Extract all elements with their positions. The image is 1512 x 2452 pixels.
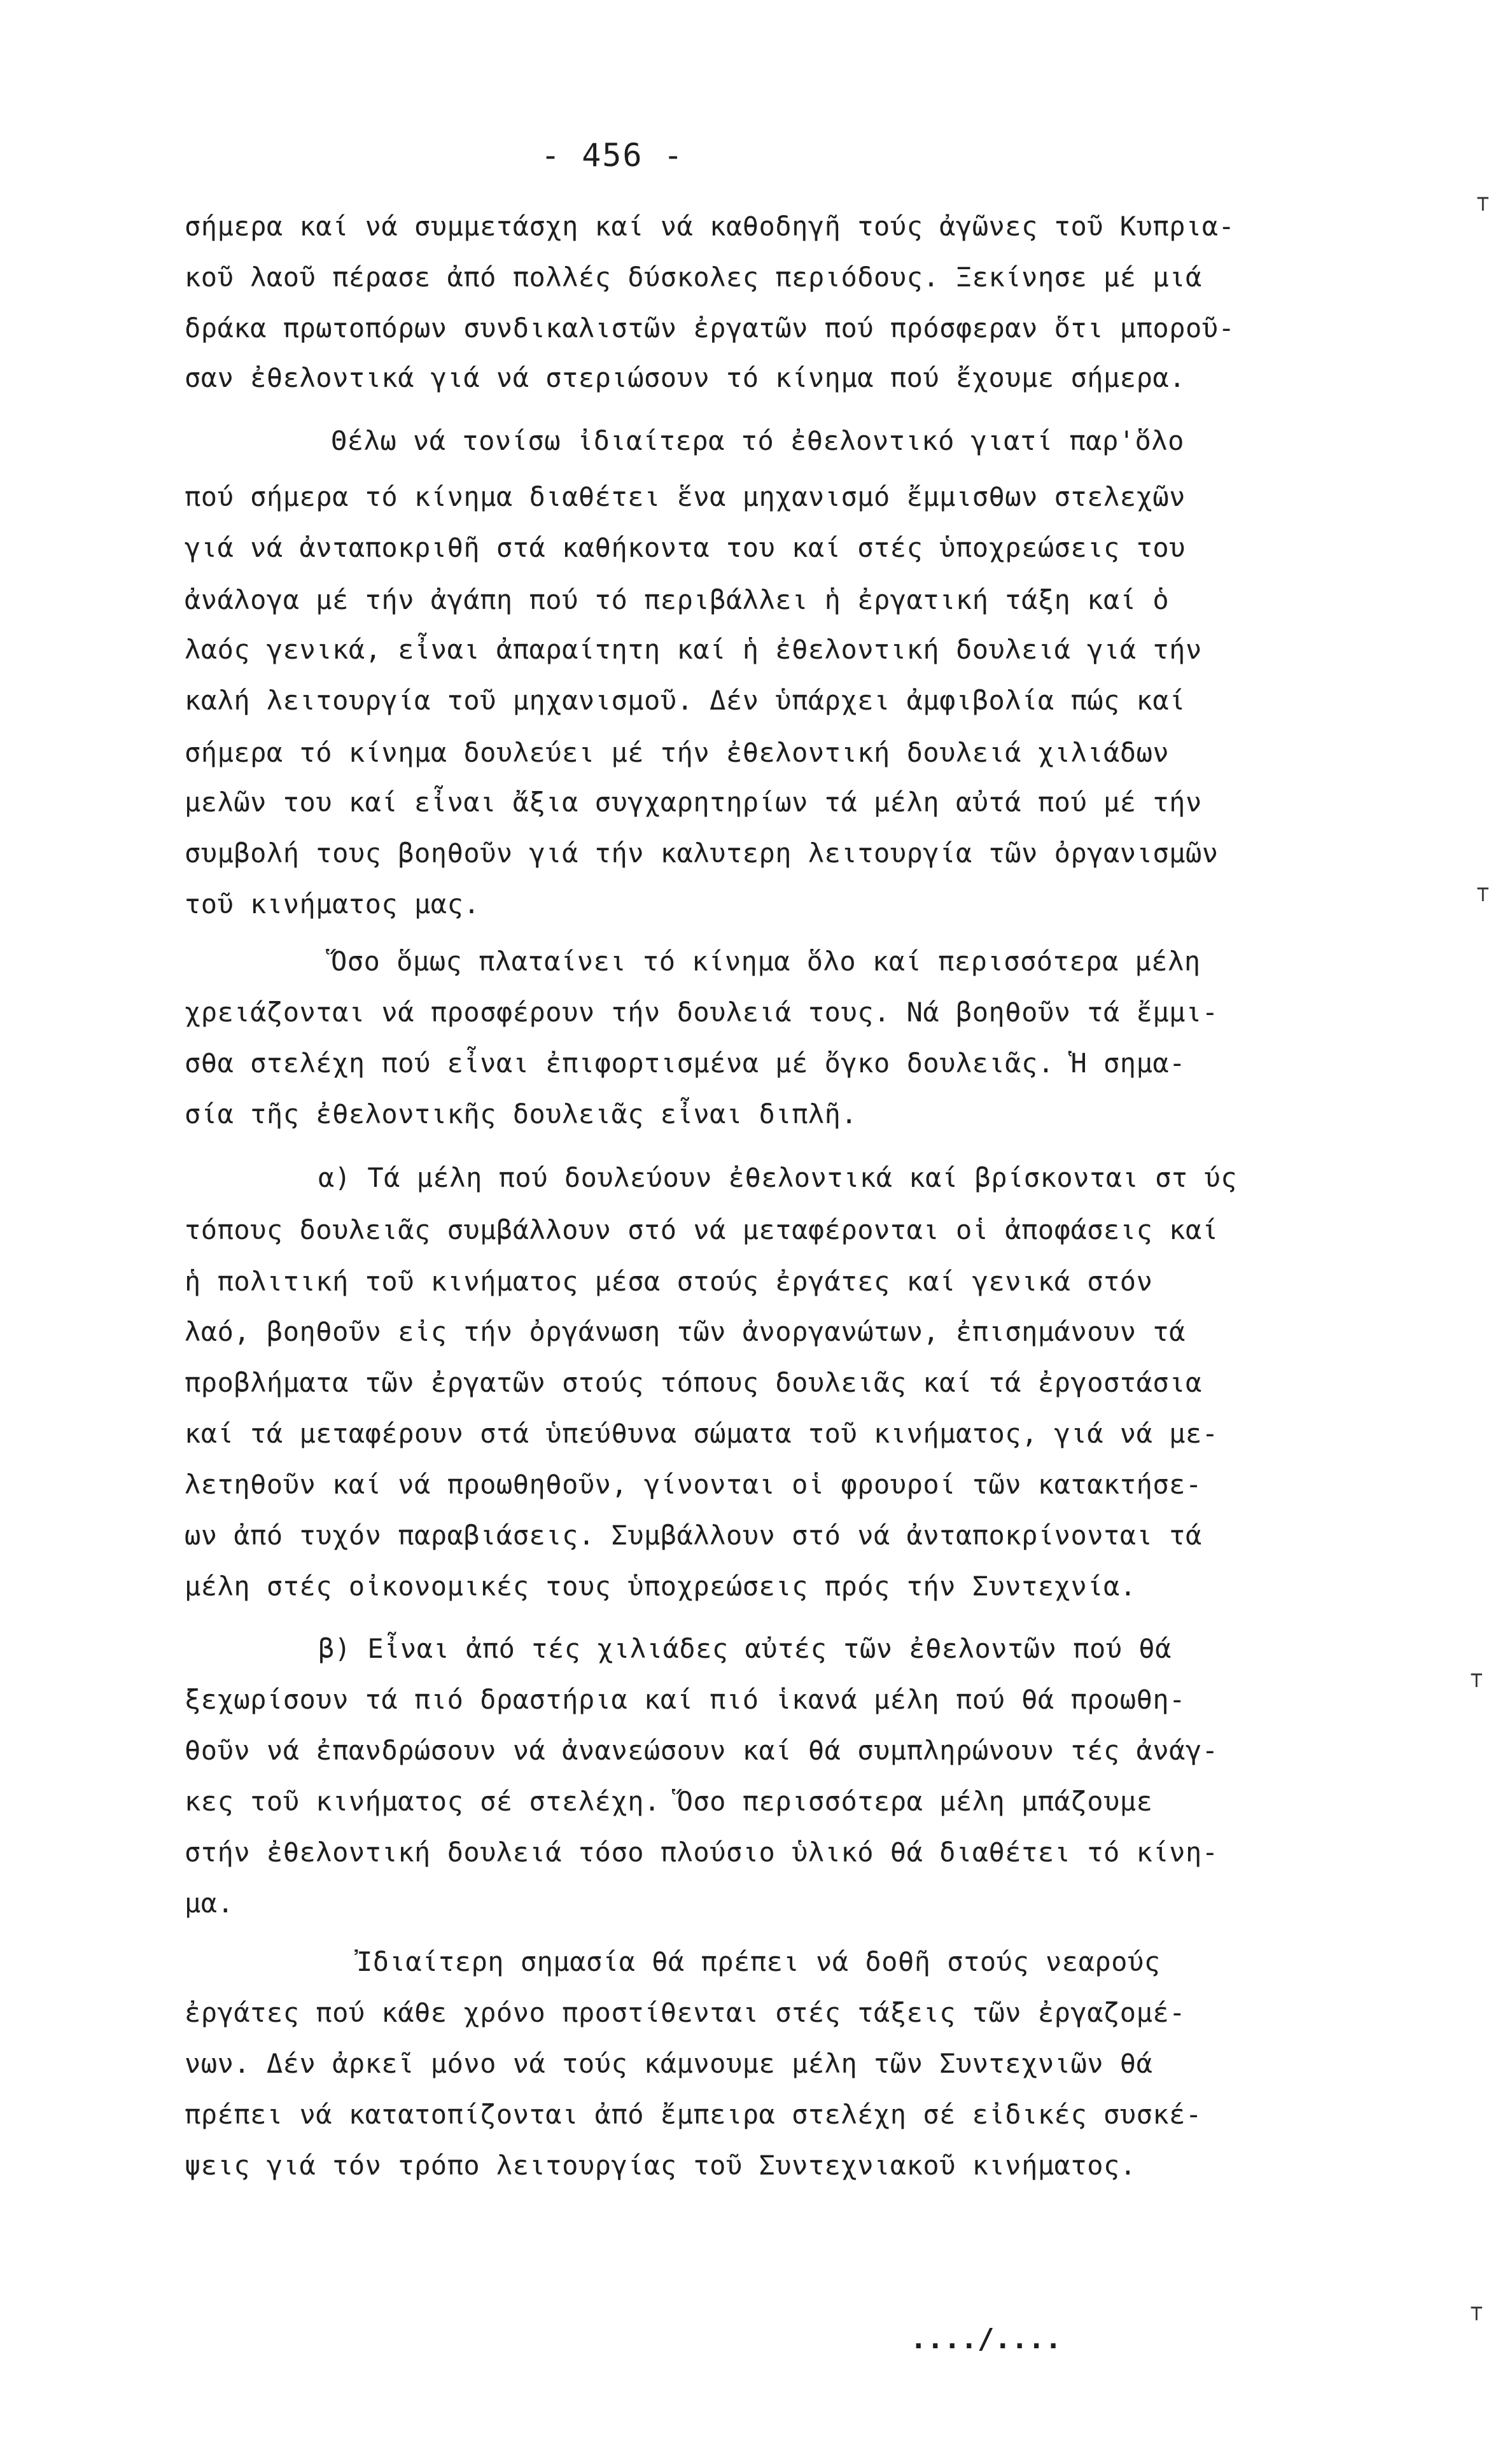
text-line: Θέλω νά τονίσω ἰδιαίτερα τό ἐθελοντικό γιατί παρ'ὅλο bbox=[331, 425, 1184, 456]
text-line: ἀνάλογα μέ τήν ἀγάπη πού τό περιβάλλει ἡ ἐργατική τάξη καί ὁ bbox=[185, 584, 1170, 615]
margin-tick-icon: ⊤ bbox=[1476, 881, 1490, 907]
text-line: ἐργάτες πού κάθε χρόνο προστίθενται στές τάξεις τῶν ἐργαζομέ- bbox=[185, 1997, 1186, 2028]
text-line: τόπους δουλειᾶς συμβάλλουν στό νά μεταφέρονται οἱ ἀποφάσεις καί bbox=[185, 1214, 1219, 1245]
text-line: σθα στελέχη πού εἶναι ἐπιφορτισμένα μέ ὄγκο δουλειᾶς. Ἡ σημα- bbox=[185, 1047, 1186, 1079]
text-line: θοῦν νά ἐπανδρώσουν νά ἀνανεώσουν καί θά συμπληρώνουν τές ἀνάγ- bbox=[185, 1735, 1219, 1766]
text-line: λαός γενικά, εἶναι ἀπαραίτητη καί ἡ ἐθελοντική δουλειά γιά τήν bbox=[185, 634, 1202, 665]
text-line: μέλη στές οἰκονομικές τους ὑποχρεώσεις πρός τήν Συντεχνία. bbox=[185, 1571, 1137, 1602]
text-line: κοῦ λαοῦ πέρασε ἀπό πολλές δύσκολες περιόδους. Ξεκίνησε μέ μιά bbox=[185, 262, 1202, 293]
text-line: συμβολή τους βοηθοῦν γιά τήν καλυτερη λειτουργία τῶν ὀργανισμῶν bbox=[185, 837, 1219, 869]
text-line: καλή λειτουργία τοῦ μηχανισμοῦ. Δέν ὑπάρχει ἀμφιβολία πώς καί bbox=[185, 685, 1186, 716]
text-line: χρειάζονται νά προσφέρουν τήν δουλειά τους. Νά βοηθοῦν τά ἔμμι- bbox=[185, 997, 1219, 1028]
text-line: Ἰδιαίτερη σημασία θά πρέπει νά δοθῆ στούς νεαρούς bbox=[356, 1946, 1161, 1977]
text-line: λαό, βοηθοῦν εἰς τήν ὀργάνωση τῶν ἀνοργανώτων, ἐπισημάνουν τά bbox=[185, 1316, 1186, 1347]
text-line: λετηθοῦν καί νά προωθηθοῦν, γίνονται οἱ φρουροί τῶν κατακτήσε- bbox=[185, 1469, 1202, 1500]
text-line: β) Εἶναι ἀπό τές χιλιάδες αὐτές τῶν ἐθελοντῶν πού θά bbox=[318, 1633, 1172, 1664]
text-line: Ὅσο ὅμως πλαταίνει τό κίνημα ὅλο καί περισσότερα μέλη bbox=[331, 946, 1201, 977]
text-line: προβλήματα τῶν ἐργατῶν στούς τόπους δουλειᾶς καί τά ἐργοστάσια bbox=[185, 1367, 1202, 1398]
margin-tick-icon: ⊤ bbox=[1476, 191, 1490, 216]
text-line: νων. Δέν ἀρκεῖ μόνο νά τούς κάμνουμε μέλη τῶν Συντεχνιῶν θά bbox=[185, 2048, 1153, 2079]
text-line: καί τά μεταφέρουν στά ὑπεύθυνα σώματα τοῦ κινήματος, γιά νά με- bbox=[185, 1418, 1219, 1449]
text-line: ων ἀπό τυχόν παραβιάσεις. Συμβάλλουν στό νά ἀνταποκρίνονται τά bbox=[185, 1520, 1202, 1551]
continuation-mark: ..../.... bbox=[910, 2323, 1062, 2355]
text-line: στήν ἐθελοντική δουλειά τόσο πλούσιο ὑλικό θά διαθέτει τό κίνη- bbox=[185, 1837, 1219, 1868]
page-number: - 456 - bbox=[541, 137, 684, 174]
margin-tick-icon: ⊤ bbox=[1470, 2301, 1483, 2326]
text-line: σία τῆς ἐθελοντικῆς δουλειᾶς εἶναι διπλῆ. bbox=[185, 1098, 858, 1130]
text-line: κες τοῦ κινήματος σέ στελέχη. Ὅσο περισσότερα μέλη μπάζουμε bbox=[185, 1786, 1153, 1817]
text-line: σήμερα καί νά συμμετάσχη καί νά καθοδηγῆ τούς ἀγῶνες τοῦ Κυπρια- bbox=[185, 211, 1235, 242]
text-line: μα. bbox=[185, 1888, 234, 1919]
text-line: πρέπει νά κατατοπίζονται ἀπό ἔμπειρα στελέχη σέ εἰδικές συσκέ- bbox=[185, 2099, 1202, 2130]
margin-tick-icon: ⊤ bbox=[1470, 1667, 1483, 1693]
text-line: γιά νά ἀνταποκριθῆ στά καθήκοντα του καί στές ὑποχρεώσεις του bbox=[185, 532, 1186, 563]
text-line: α) Τά μέλη πού δουλεύουν ἐθελοντικά καί βρίσκονται στ ύς bbox=[318, 1162, 1238, 1193]
text-line: μελῶν του καί εἶναι ἄξια συγχαρητηρίων τά μέλη αὐτά πού μέ τήν bbox=[185, 787, 1202, 818]
text-line: ἡ πολιτική τοῦ κινήματος μέσα στούς ἐργάτες καί γενικά στόν bbox=[185, 1266, 1153, 1297]
text-line: ξεχωρίσουν τά πιό δραστήρια καί πιό ἱκανά μέλη πού θά προωθη- bbox=[185, 1684, 1186, 1715]
text-line: τοῦ κινήματος μας. bbox=[185, 888, 480, 920]
text-line: δράκα πρωτοπόρων συνδικαλιστῶν ἐργατῶν πού πρόσφεραν ὅτι μποροῦ- bbox=[185, 312, 1235, 344]
text-line: ψεις γιά τόν τρόπο λειτουργίας τοῦ Συντεχνιακοῦ κινήματος. bbox=[185, 2150, 1137, 2181]
text-line: πού σήμερα τό κίνημα διαθέτει ἕνα μηχανισμό ἔμμισθων στελεχῶν bbox=[185, 481, 1186, 512]
text-line: σήμερα τό κίνημα δουλεύει μέ τήν ἐθελοντική δουλειά χιλιάδων bbox=[185, 737, 1170, 768]
text-line: σαν ἐθελοντικά γιά νά στεριώσουν τό κίνημα πού ἔχουμε σήμερα. bbox=[185, 362, 1186, 393]
